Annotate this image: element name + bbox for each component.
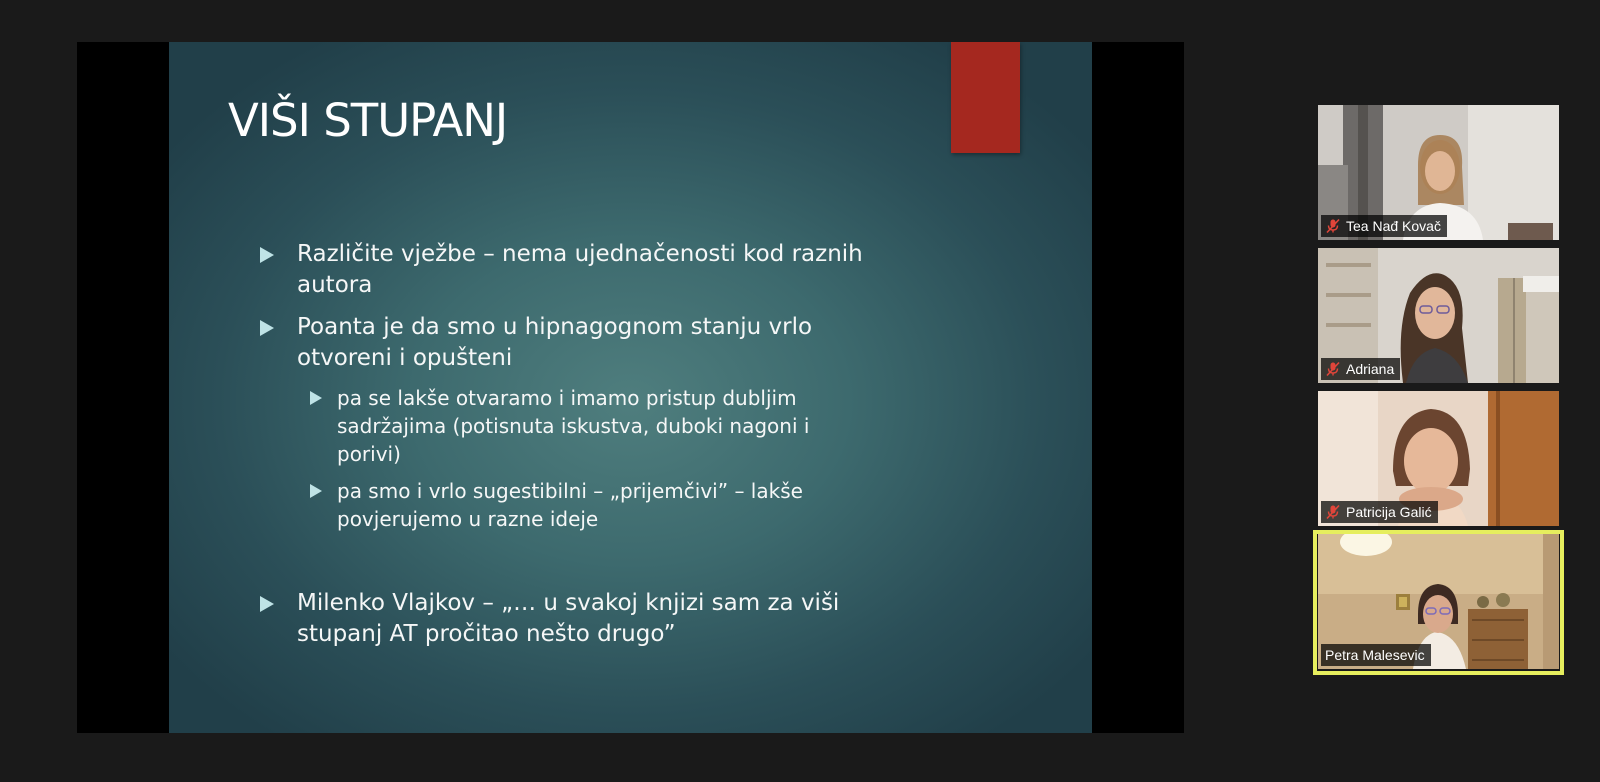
bullet-line: Poanta je da smo u hipnagognom stanju vrlo xyxy=(297,314,813,340)
microphone-muted-icon xyxy=(1325,361,1341,377)
bullet-item xyxy=(297,312,937,374)
participant-name: Tea Nađ Kovač xyxy=(1346,218,1441,234)
bullet-line: Različite vježbe – nema ujednačenosti kod raznih xyxy=(297,241,863,267)
triangle-bullet-icon xyxy=(260,596,274,612)
triangle-bullet-icon xyxy=(310,484,322,498)
bullet-item xyxy=(297,239,937,301)
slide-title: VIŠI STUPANJ xyxy=(228,94,508,147)
bullet-line: povjerujemo u razne ideje xyxy=(337,507,599,531)
bullet-line: pa smo i vrlo sugestibilni – „prijemčivi” – lakše xyxy=(337,479,803,503)
triangle-bullet-icon xyxy=(310,391,322,405)
sub-bullet-item xyxy=(337,384,897,468)
participant-name-label xyxy=(1321,501,1438,523)
bullet-line: otvoreni i opušteni xyxy=(297,345,513,371)
presentation-slide xyxy=(169,42,1092,733)
participant-name-label xyxy=(1321,358,1400,380)
participant-video-tile[interactable] xyxy=(1318,534,1559,669)
bullet-line: porivi) xyxy=(337,442,401,466)
microphone-muted-icon xyxy=(1325,218,1341,234)
participant-name: Petra Malesevic xyxy=(1325,647,1425,663)
triangle-bullet-icon xyxy=(260,247,274,263)
microphone-muted-icon xyxy=(1325,504,1341,520)
bullet-line: pa se lakše otvaramo i imamo pristup dubljim xyxy=(337,386,797,410)
sub-bullet-item xyxy=(337,477,897,533)
participant-name-label xyxy=(1321,644,1431,666)
slide-bullet-list xyxy=(169,42,1092,733)
bullet-item xyxy=(297,588,937,650)
participant-name-label xyxy=(1321,215,1447,237)
bullet-line: stupanj AT pročitao nešto drugo” xyxy=(297,621,676,647)
bullet-line: Milenko Vlajkov – „… u svakoj knjizi sam za viši xyxy=(297,590,840,616)
participant-name: Patricija Galić xyxy=(1346,504,1432,520)
participant-video-tile[interactable] xyxy=(1318,248,1559,383)
triangle-bullet-icon xyxy=(260,320,274,336)
participant-video-tile[interactable] xyxy=(1318,105,1559,240)
participant-video-tile[interactable] xyxy=(1318,391,1559,526)
bullet-line: autora xyxy=(297,272,373,298)
participant-name: Adriana xyxy=(1346,361,1395,377)
shared-screen xyxy=(77,42,1184,733)
bullet-line: sadržajima (potisnuta iskustva, duboki nagoni i xyxy=(337,414,810,438)
